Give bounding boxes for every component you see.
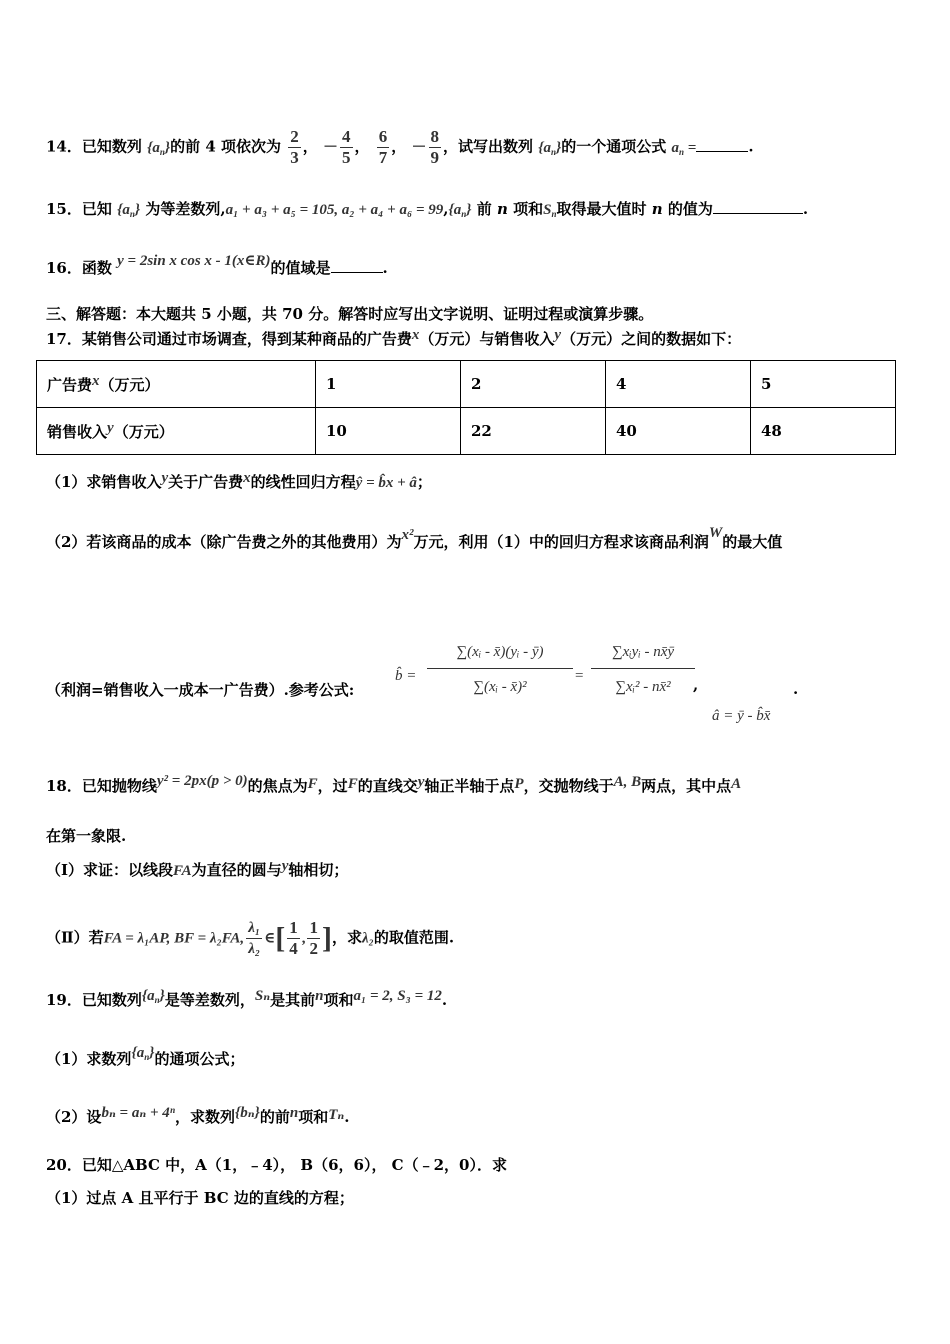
question-17-part-2: （2）若该商品的成本（除广告费之外的其他费用）为x²万元，利用（1）中的回归方程求该商品利润W的最大值 [46, 525, 783, 551]
q15-equation: a₁ + a₃ + a₅ = 105, a₂ + a₄ + a₆ = 99 [225, 202, 444, 218]
question-18-cont: 在第一象限. [46, 827, 127, 845]
question-19-part-1: （1）求数列$\{a_n\}$的通项公式； [46, 1045, 245, 1068]
table-cell-header: 广告费x（万元） [37, 361, 316, 408]
table-cell: 10 [316, 408, 461, 455]
table-cell: 2 [461, 361, 606, 408]
question-18: 18．已知抛物线y² = 2px(p > 0)的焦点为F，过F的直线交y轴正半轴于点P，交抛物线于A, B两点，其中点A [46, 773, 742, 795]
q14-fraction-3: $\frac{6}{7}$ [378, 127, 388, 167]
question-18-part-2: （Ⅱ）若FA = λ₁AP, BF = λ₂FA, $\frac{\text{λ₁}}{\text{λ₂}}$ ∈[ $\frac{1}{4}$ , $\frac{1}{2}$ ]，求λ₂的取值范围. [46, 918, 455, 958]
table-cell: 5 [751, 361, 896, 408]
q14-fraction-2: $\frac{4}{5}$ [342, 127, 351, 167]
table-cell: 4 [606, 361, 751, 408]
question-18-part-1: （Ⅰ）求证：以线段FA为直径的圆与y轴相切； [46, 858, 349, 879]
formula-fraction-2: ∑xᵢyᵢ - nx̄ȳ ∑xᵢ² - nx̄² [591, 636, 695, 705]
q14-text-1: 已知数列 [81, 137, 142, 156]
question-17-part-1: （1）求销售收入y关于广告费x的线性回归方程ŷ = b̂x + â； [46, 470, 432, 491]
question-17-formula-line: （利润=销售收入一成本一广告费）.参考公式: [46, 681, 355, 699]
regression-equation: ŷ = b̂x + â [355, 475, 417, 491]
q16-number: 16． [46, 259, 82, 277]
question-15: 15．已知 $\{a_n\}$ 为等差数列,a₁ + a₃ + a₅ = 105, $a_2 + a_4 + a_6 = 99,\{a_n\}$ 前 n 项和$S_n$取得最大值时 n 的值为 . [46, 200, 809, 219]
question-14: 14．已知数列 $\{a_n\}$的前 4 项依次为 $\frac{2}{3}$ ， － $\frac{4}{5}$ ， $\frac{6}{7}$ ， － $\frac{8}{9}$ ，试写出数列 $\{a_n\}$的一个通项公式 $a_n$ = . [46, 127, 754, 167]
data-table [36, 360, 896, 455]
question-20-part-1: （1）过点 A 且平行于 BC 边的直线的方程； [46, 1189, 354, 1207]
q16-answer-blank [331, 258, 383, 273]
question-20: 20．已知△ABC 中，A（1，﹣4）， B（6，6）， C（﹣2，0）．求 [46, 1156, 507, 1174]
q14-fraction-4: $\frac{8}{9}$ [430, 127, 440, 167]
q15-number: 15． [46, 200, 82, 218]
question-19: 19．已知数列$\{a_n\}$是等差数列，Sₙ是其前n项和a₁ = 2, S₃ = 12. [46, 988, 448, 1009]
q14-sequence: $\{a_n\}$ [147, 139, 171, 157]
section-header: 三、解答题：本大题共 5 小题，共 70 分。解答时应写出文字说明、证明过程或演算步骤。 [46, 305, 654, 323]
reference-formula: b̂ = ∑(xᵢ - x̄)(yᵢ - ȳ) ∑(xᵢ - x̄)² = ∑xᵢyᵢ - nx̄ȳ ∑xᵢ² - nx̄² , â = ȳ - b̂x̄ . [395, 632, 815, 732]
table-row [37, 361, 896, 408]
q14-fraction-1: $\frac{2}{3}$ [290, 127, 299, 167]
q16-function: y = 2sin x cos x - 1(x∈R) [117, 253, 271, 269]
q14-text-4: 的一个通项公式 [561, 137, 667, 156]
q15-answer-blank [713, 199, 803, 214]
table-row [37, 408, 896, 455]
q14-text-2: 的前 4 项依次为 [170, 137, 281, 156]
q14-text-3: ，试写出数列 [443, 137, 534, 156]
q14-an: $a_n$ = [671, 139, 697, 157]
table-cell: 1 [316, 361, 461, 408]
table-cell: 22 [461, 408, 606, 455]
q14-number: 14． [46, 137, 82, 156]
ahat-formula: â = ȳ - b̂x̄ [712, 708, 771, 724]
formula-fraction-1: ∑(xᵢ - x̄)(yᵢ - ȳ) ∑(xᵢ - x̄)² [427, 636, 573, 705]
table-cell: 40 [606, 408, 751, 455]
question-19-part-2: （2）设bₙ = aₙ + 4ⁿ，求数列{bₙ}的前n项和Tₙ. [46, 1105, 350, 1126]
question-17-intro: 17．某销售公司通过市场调查，得到某种商品的广告费x（万元）与销售收入y（万元）之间的数据如下： [46, 327, 742, 348]
table-cell-header: 销售收入y（万元） [37, 408, 316, 455]
q14-answer-blank [696, 137, 748, 152]
question-16: 16．函数 y = 2sin x cos x - 1(x∈R)的值域是 . [46, 253, 388, 277]
table-cell: 48 [751, 408, 896, 455]
